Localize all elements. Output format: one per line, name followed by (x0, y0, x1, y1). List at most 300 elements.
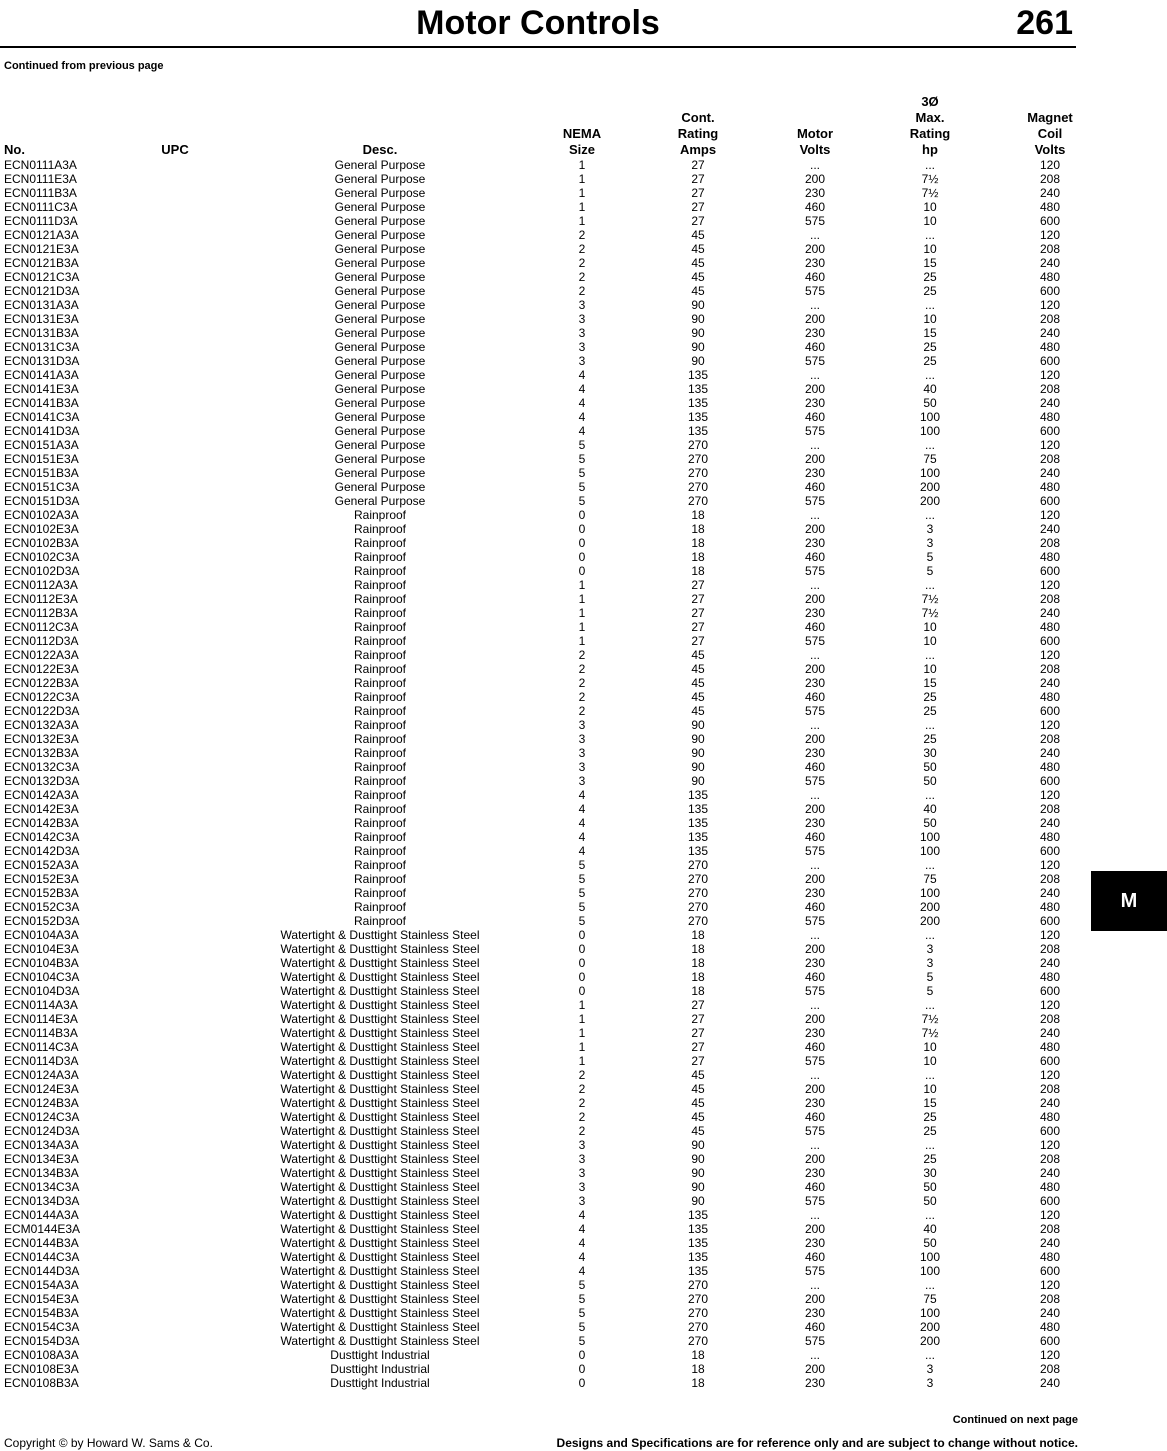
cont-rating-amps: 18 (691, 956, 705, 970)
max-rating-hp: 40 (923, 382, 937, 396)
nema-size: 0 (578, 508, 586, 522)
cont-rating-amps: 27 (691, 1054, 705, 1068)
max-rating-hp: 7½ (921, 1026, 939, 1040)
cont-rating-amps: 90 (691, 312, 705, 326)
nema-size: 5 (578, 900, 586, 914)
motor-volts: 200 (804, 452, 826, 466)
table-row (0, 578, 1167, 592)
table-row (0, 634, 1167, 648)
description: Watertight & Dusttight Stainless Steel (280, 1194, 480, 1208)
motor-volts: 230 (804, 1306, 826, 1320)
description: Watertight & Dusttight Stainless Steel (280, 998, 480, 1012)
max-rating-hp: 100 (919, 1264, 941, 1278)
table-row (0, 984, 1167, 998)
cont-rating-amps: 135 (687, 382, 709, 396)
description: General Purpose (334, 214, 426, 228)
magnet-coil-volts: 240 (1039, 522, 1061, 536)
cont-rating-amps: 135 (687, 1222, 709, 1236)
magnet-coil-volts: 208 (1039, 1152, 1061, 1166)
motor-volts: ... (809, 858, 821, 872)
description: General Purpose (334, 480, 426, 494)
motor-volts: ... (809, 1348, 821, 1362)
motor-volts: 460 (804, 760, 826, 774)
column-header-volts (775, 88, 855, 158)
part-number: ECN0144B3A (4, 1236, 79, 1250)
part-number: ECN0114A3A (4, 998, 78, 1012)
part-number: ECN0131C3A (4, 340, 80, 354)
nema-size: 3 (578, 1180, 586, 1194)
table-row (0, 1054, 1167, 1068)
magnet-coil-volts: 480 (1039, 900, 1061, 914)
part-number: ECN0108B3A (4, 1376, 79, 1390)
nema-size: 4 (578, 424, 586, 438)
cont-rating-amps: 90 (691, 732, 705, 746)
part-number: ECN0134C3A (4, 1180, 80, 1194)
table-row (0, 1040, 1167, 1054)
motor-volts: 575 (804, 424, 826, 438)
motor-volts: 200 (804, 312, 826, 326)
max-rating-hp: ... (924, 648, 936, 662)
nema-size: 2 (578, 1124, 586, 1138)
max-rating-hp: 25 (923, 1110, 937, 1124)
nema-size: 2 (578, 270, 586, 284)
description: General Purpose (334, 452, 426, 466)
max-rating-hp: 10 (923, 312, 937, 326)
cont-rating-amps: 18 (691, 1362, 705, 1376)
table-row (0, 298, 1167, 312)
table-row (0, 536, 1167, 550)
motor-volts: 460 (804, 480, 826, 494)
cont-rating-amps: 45 (691, 1124, 705, 1138)
max-rating-hp: 50 (923, 1236, 937, 1250)
table-row (0, 466, 1167, 480)
description: General Purpose (334, 298, 426, 312)
cont-rating-amps: 45 (691, 1110, 705, 1124)
description: General Purpose (334, 158, 426, 172)
part-number: ECN0122C3A (4, 690, 80, 704)
nema-size: 2 (578, 284, 586, 298)
nema-size: 5 (578, 886, 586, 900)
max-rating-hp: ... (924, 578, 936, 592)
description: General Purpose (334, 382, 426, 396)
motor-volts: 575 (804, 1054, 826, 1068)
description: Dusttight Industrial (330, 1376, 430, 1390)
cont-rating-amps: 135 (687, 816, 709, 830)
nema-size: 0 (578, 536, 586, 550)
description: General Purpose (334, 410, 426, 424)
description: Rainproof (353, 802, 407, 816)
description: Rainproof (353, 760, 407, 774)
motor-volts: ... (809, 368, 821, 382)
motor-volts: 200 (804, 1012, 826, 1026)
table-row (0, 1264, 1167, 1278)
part-number: ECN0104A3A (4, 928, 79, 942)
nema-size: 5 (578, 452, 586, 466)
part-number: ECN0154A3A (4, 1278, 79, 1292)
disclaimer-text: Designs and Specifications are for reference only and are subject to change without notice. (556, 1436, 1078, 1450)
magnet-coil-volts: 208 (1039, 1222, 1061, 1236)
column-header-line: UPC (161, 142, 189, 157)
description: Watertight & Dusttight Stainless Steel (280, 1278, 480, 1292)
motor-volts: 230 (804, 886, 826, 900)
table-row (0, 550, 1167, 564)
part-number: ECN0134A3A (4, 1138, 79, 1152)
motor-volts: 460 (804, 1320, 826, 1334)
table-row (0, 830, 1167, 844)
cont-rating-amps: 45 (691, 1082, 705, 1096)
description: Rainproof (353, 830, 407, 844)
nema-size: 5 (578, 480, 586, 494)
nema-size: 3 (578, 326, 586, 340)
description: Watertight & Dusttight Stainless Steel (280, 1222, 480, 1236)
magnet-coil-volts: 600 (1039, 494, 1061, 508)
motor-volts: 460 (804, 550, 826, 564)
magnet-coil-volts: 480 (1039, 1110, 1061, 1124)
nema-size: 1 (578, 606, 586, 620)
description: Watertight & Dusttight Stainless Steel (280, 1082, 480, 1096)
description: General Purpose (334, 242, 426, 256)
part-number: ECN0111D3A (4, 214, 78, 228)
motor-volts: 575 (804, 214, 826, 228)
table-row (0, 522, 1167, 536)
table-row (0, 480, 1167, 494)
description: General Purpose (334, 340, 426, 354)
cont-rating-amps: 90 (691, 1180, 705, 1194)
magnet-coil-volts: 240 (1039, 1376, 1061, 1390)
motor-volts: 200 (804, 942, 826, 956)
cont-rating-amps: 90 (691, 354, 705, 368)
cont-rating-amps: 135 (687, 830, 709, 844)
magnet-coil-volts: 480 (1039, 760, 1061, 774)
magnet-coil-volts: 480 (1039, 410, 1061, 424)
description: General Purpose (334, 354, 426, 368)
description: General Purpose (334, 256, 426, 270)
max-rating-hp: 15 (923, 676, 937, 690)
magnet-coil-volts: 208 (1039, 592, 1061, 606)
cont-rating-amps: 27 (691, 158, 705, 172)
description: Rainproof (353, 536, 407, 550)
max-rating-hp: ... (924, 718, 936, 732)
nema-size: 3 (578, 298, 586, 312)
table-row (0, 914, 1167, 928)
magnet-coil-volts: 120 (1039, 578, 1061, 592)
nema-size: 4 (578, 396, 586, 410)
motor-volts: 460 (804, 270, 826, 284)
cont-rating-amps: 90 (691, 1194, 705, 1208)
magnet-coil-volts: 120 (1039, 998, 1061, 1012)
description: General Purpose (334, 312, 426, 326)
magnet-coil-volts: 208 (1039, 1362, 1061, 1376)
motor-volts: ... (809, 1208, 821, 1222)
nema-size: 3 (578, 354, 586, 368)
max-rating-hp: 40 (923, 802, 937, 816)
column-header-line: Rating (909, 126, 951, 141)
part-number: ECN0131B3A (4, 326, 79, 340)
continued-from-note: Continued from previous page (4, 60, 164, 72)
cont-rating-amps: 18 (691, 1376, 705, 1390)
nema-size: 4 (578, 844, 586, 858)
nema-size: 2 (578, 256, 586, 270)
motor-volts: 230 (804, 606, 826, 620)
table-row (0, 228, 1167, 242)
description: Dusttight Industrial (330, 1362, 430, 1376)
description: Watertight & Dusttight Stainless Steel (280, 1306, 480, 1320)
cont-rating-amps: 135 (687, 788, 709, 802)
table-row (0, 340, 1167, 354)
part-number: ECN0121D3A (4, 284, 80, 298)
column-header-line: Size (568, 142, 595, 157)
table-row (0, 424, 1167, 438)
cont-rating-amps: 27 (691, 606, 705, 620)
part-number: ECN0114B3A (4, 1026, 78, 1040)
description: Rainproof (353, 564, 407, 578)
motor-volts: ... (809, 508, 821, 522)
cont-rating-amps: 270 (687, 1278, 709, 1292)
nema-size: 2 (578, 662, 586, 676)
max-rating-hp: 75 (923, 1292, 937, 1306)
nema-size: 1 (578, 1026, 586, 1040)
motor-volts: 230 (804, 396, 826, 410)
nema-size: 2 (578, 1110, 586, 1124)
part-number: ECN0131D3A (4, 354, 80, 368)
table-row (0, 1334, 1167, 1348)
max-rating-hp: 15 (923, 1096, 937, 1110)
part-number: ECN0102A3A (4, 508, 79, 522)
cont-rating-amps: 27 (691, 214, 705, 228)
motor-volts: 460 (804, 1180, 826, 1194)
magnet-coil-volts: 208 (1039, 942, 1061, 956)
description: Watertight & Dusttight Stainless Steel (280, 1180, 480, 1194)
column-header-line: hp (922, 142, 938, 157)
max-rating-hp: 7½ (921, 592, 939, 606)
part-number: ECN0141B3A (4, 396, 79, 410)
description: Watertight & Dusttight Stainless Steel (280, 942, 480, 956)
motor-volts: 230 (804, 1166, 826, 1180)
motor-volts: 230 (804, 816, 826, 830)
part-number: ECN0144D3A (4, 1264, 80, 1278)
motor-volts: 460 (804, 830, 826, 844)
part-number: ECN0151A3A (4, 438, 79, 452)
max-rating-hp: 10 (923, 1082, 937, 1096)
cont-rating-amps: 90 (691, 326, 705, 340)
nema-size: 5 (578, 914, 586, 928)
magnet-coil-volts: 120 (1039, 788, 1061, 802)
table-row (0, 620, 1167, 634)
cont-rating-amps: 27 (691, 592, 705, 606)
cont-rating-amps: 45 (691, 228, 705, 242)
cont-rating-amps: 45 (691, 676, 705, 690)
motor-volts: 230 (804, 1026, 826, 1040)
motor-volts: 230 (804, 186, 826, 200)
part-number: ECN0114C3A (4, 1040, 79, 1054)
nema-size: 0 (578, 1348, 586, 1362)
part-number: ECN0151C3A (4, 480, 80, 494)
description: General Purpose (334, 172, 426, 186)
motor-volts: 230 (804, 536, 826, 550)
magnet-coil-volts: 240 (1039, 746, 1061, 760)
magnet-coil-volts: 240 (1039, 256, 1061, 270)
max-rating-hp: 10 (923, 1054, 937, 1068)
part-number: ECN0151E3A (4, 452, 79, 466)
motor-volts: 575 (804, 354, 826, 368)
magnet-coil-volts: 208 (1039, 312, 1061, 326)
cont-rating-amps: 45 (691, 1096, 705, 1110)
magnet-coil-volts: 600 (1039, 774, 1061, 788)
motor-volts: 575 (804, 1264, 826, 1278)
page-number: 261 (1016, 4, 1073, 42)
motor-volts: 460 (804, 1250, 826, 1264)
part-number: ECN0122D3A (4, 704, 80, 718)
description: Watertight & Dusttight Stainless Steel (280, 1068, 480, 1082)
description: Watertight & Dusttight Stainless Steel (280, 1264, 480, 1278)
table-row (0, 802, 1167, 816)
motor-volts: 575 (804, 564, 826, 578)
max-rating-hp: ... (924, 1348, 936, 1362)
nema-size: 1 (578, 592, 586, 606)
max-rating-hp: 100 (919, 410, 941, 424)
magnet-coil-volts: 208 (1039, 802, 1061, 816)
max-rating-hp: 15 (923, 326, 937, 340)
description: Dusttight Industrial (330, 1348, 430, 1362)
part-number: ECN0132D3A (4, 774, 80, 788)
part-number: ECN0134D3A (4, 1194, 80, 1208)
table-row (0, 704, 1167, 718)
motor-volts: 460 (804, 1040, 826, 1054)
description: Rainproof (353, 606, 407, 620)
table-row (0, 1166, 1167, 1180)
description: General Purpose (334, 228, 426, 242)
table-row (0, 270, 1167, 284)
magnet-coil-volts: 600 (1039, 1124, 1061, 1138)
nema-size: 1 (578, 186, 586, 200)
max-rating-hp: 200 (919, 914, 941, 928)
motor-volts: 460 (804, 340, 826, 354)
part-number: ECN0134B3A (4, 1166, 79, 1180)
continued-next-note: Continued on next page (952, 1414, 1078, 1426)
description: General Purpose (334, 368, 426, 382)
description: General Purpose (334, 494, 426, 508)
max-rating-hp: 200 (919, 1334, 941, 1348)
motor-volts: 200 (804, 382, 826, 396)
part-number: ECN0121C3A (4, 270, 80, 284)
description: Rainproof (353, 522, 407, 536)
table-row (0, 1376, 1167, 1390)
part-number: ECN0102E3A (4, 522, 79, 536)
magnet-coil-volts: 480 (1039, 270, 1061, 284)
magnet-coil-volts: 120 (1039, 1348, 1061, 1362)
page-title: Motor Controls (416, 4, 660, 42)
motor-volts: 575 (804, 844, 826, 858)
nema-size: 1 (578, 998, 586, 1012)
magnet-coil-volts: 240 (1039, 956, 1061, 970)
copyright-text: Copyright © by Howard W. Sams & Co. (4, 1436, 213, 1450)
nema-size: 5 (578, 1292, 586, 1306)
motor-volts: 460 (804, 1110, 826, 1124)
description: Rainproof (353, 774, 407, 788)
max-rating-hp: 10 (923, 634, 937, 648)
part-number: ECN0124A3A (4, 1068, 79, 1082)
table-row (0, 1012, 1167, 1026)
nema-size: 1 (578, 214, 586, 228)
motor-volts: 200 (804, 732, 826, 746)
magnet-coil-volts: 240 (1039, 1306, 1061, 1320)
motor-volts: 200 (804, 242, 826, 256)
part-number: ECN0142E3A (4, 802, 79, 816)
max-rating-hp: 30 (923, 746, 937, 760)
max-rating-hp: 10 (923, 200, 937, 214)
max-rating-hp: ... (924, 1208, 936, 1222)
column-header-coil (1005, 88, 1095, 158)
parts-table (0, 158, 1167, 1390)
motor-volts: 200 (804, 1222, 826, 1236)
max-rating-hp: 50 (923, 774, 937, 788)
table-row (0, 1320, 1167, 1334)
description: Rainproof (353, 620, 407, 634)
cont-rating-amps: 90 (691, 774, 705, 788)
part-number: ECN0122E3A (4, 662, 79, 676)
cont-rating-amps: 90 (691, 718, 705, 732)
motor-volts: ... (809, 438, 821, 452)
table-row (0, 508, 1167, 522)
part-number: ECN0104D3A (4, 984, 80, 998)
motor-volts: 575 (804, 634, 826, 648)
magnet-coil-volts: 480 (1039, 200, 1061, 214)
description: General Purpose (334, 466, 426, 480)
magnet-coil-volts: 120 (1039, 1208, 1061, 1222)
motor-volts: 575 (804, 494, 826, 508)
part-number: ECN0152E3A (4, 872, 79, 886)
magnet-coil-volts: 240 (1039, 1026, 1061, 1040)
description: Rainproof (353, 508, 407, 522)
cont-rating-amps: 270 (687, 466, 709, 480)
nema-size: 4 (578, 802, 586, 816)
part-number: ECN0154C3A (4, 1320, 80, 1334)
part-number: ECN0141C3A (4, 410, 80, 424)
nema-size: 0 (578, 942, 586, 956)
table-row (0, 858, 1167, 872)
cont-rating-amps: 18 (691, 984, 705, 998)
nema-size: 2 (578, 228, 586, 242)
magnet-coil-volts: 120 (1039, 718, 1061, 732)
magnet-coil-volts: 240 (1039, 1166, 1061, 1180)
column-header-line: No. (4, 142, 25, 157)
part-number: ECN0152A3A (4, 858, 79, 872)
motor-volts: ... (809, 788, 821, 802)
motor-volts: 230 (804, 956, 826, 970)
max-rating-hp: 75 (923, 872, 937, 886)
max-rating-hp: 15 (923, 256, 937, 270)
max-rating-hp: 30 (923, 1166, 937, 1180)
magnet-coil-volts: 600 (1039, 984, 1061, 998)
description: Watertight & Dusttight Stainless Steel (280, 1208, 480, 1222)
nema-size: 1 (578, 634, 586, 648)
max-rating-hp: 100 (919, 424, 941, 438)
nema-size: 3 (578, 312, 586, 326)
magnet-coil-volts: 480 (1039, 1180, 1061, 1194)
cont-rating-amps: 270 (687, 1320, 709, 1334)
table-row (0, 1208, 1167, 1222)
magnet-coil-volts: 480 (1039, 830, 1061, 844)
magnet-coil-volts: 120 (1039, 928, 1061, 942)
max-rating-hp: 100 (919, 1250, 941, 1264)
column-header-line: NEMA (562, 126, 602, 141)
cont-rating-amps: 270 (687, 494, 709, 508)
nema-size: 5 (578, 1320, 586, 1334)
nema-size: 5 (578, 858, 586, 872)
nema-size: 0 (578, 522, 586, 536)
nema-size: 3 (578, 760, 586, 774)
part-number: ECN0122B3A (4, 676, 79, 690)
